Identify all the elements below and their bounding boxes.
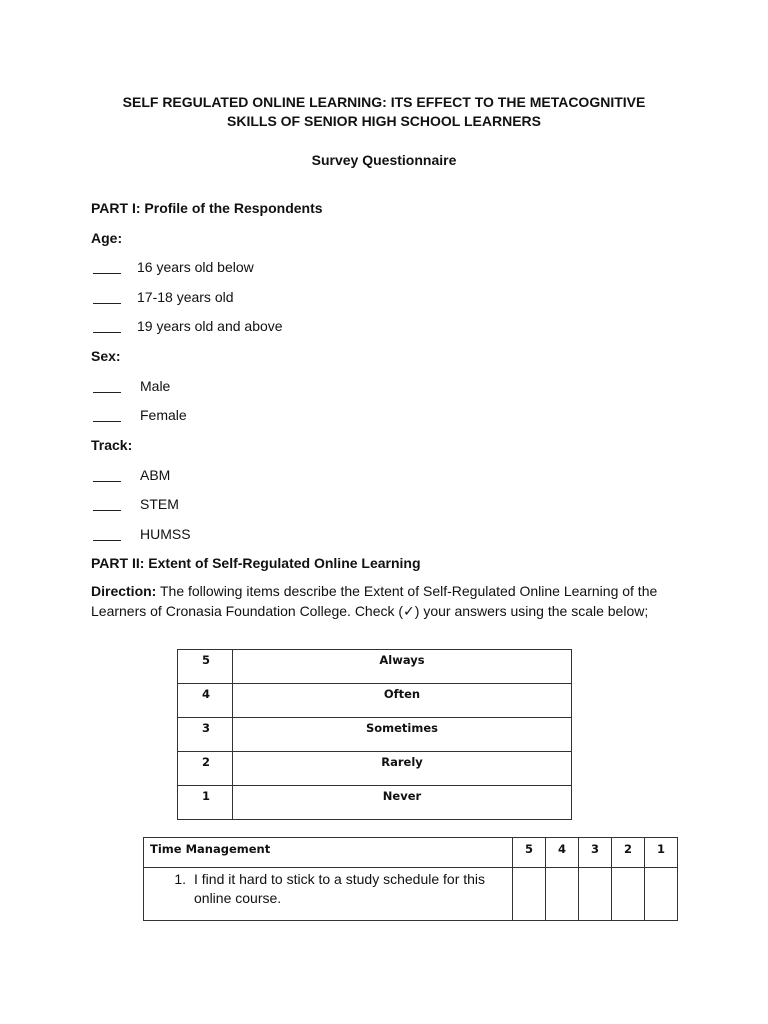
checkbox-blank[interactable]: [93, 332, 121, 333]
scale-row: [178, 650, 572, 684]
answer-cell-2[interactable]: [612, 868, 645, 921]
option-label: 17-18 years old: [137, 289, 234, 305]
checkbox-blank[interactable]: [93, 273, 121, 274]
direction-label: Direction:: [91, 583, 157, 599]
document-subtitle: Survey Questionnaire: [311, 152, 457, 168]
answer-cell-3[interactable]: [579, 868, 612, 921]
age-option-16-below[interactable]: [91, 259, 491, 279]
scale-row: [178, 786, 572, 820]
track-option-abm[interactable]: [91, 467, 491, 487]
scale-word: Sometimes: [233, 718, 572, 752]
rating-scale-table: [177, 649, 572, 820]
option-label: Male: [140, 378, 171, 394]
checkbox-blank[interactable]: [93, 540, 121, 541]
option-label: Female: [140, 407, 187, 423]
document-title-line-1: SELF REGULATED ONLINE LEARNING: ITS EFFECT TO THE METACOGNITIVE: [122, 94, 646, 110]
sex-label: Sex:: [91, 348, 121, 364]
answer-cell-1[interactable]: [645, 868, 678, 921]
scale-word: Often: [233, 684, 572, 718]
scale-row: [178, 752, 572, 786]
age-option-17-18[interactable]: [91, 289, 491, 309]
column-header-1: 1: [645, 838, 678, 868]
checkbox-blank[interactable]: [93, 510, 121, 511]
scale-number: 3: [178, 718, 233, 752]
scale-word: Always: [233, 650, 572, 684]
scale-number: 1: [178, 786, 233, 820]
answer-cell-4[interactable]: [546, 868, 579, 921]
answer-cell-5[interactable]: [513, 868, 546, 921]
table-header-row: [144, 838, 678, 868]
column-header-4: 4: [546, 838, 579, 868]
scale-number: 5: [178, 650, 233, 684]
scale-row: [178, 684, 572, 718]
scale-number: 2: [178, 752, 233, 786]
direction-text: The following items describe the Extent of Self-Regulated Online Learning of the Learners of Cronasia Foundation College. Check (✓) your answers using the scale below;: [91, 583, 658, 619]
part2-heading: PART II: Extent of Self-Regulated Online Learning: [91, 555, 421, 571]
sex-option-male[interactable]: [91, 378, 491, 398]
track-label: Track:: [91, 437, 133, 453]
question-cell: [144, 868, 513, 921]
direction-paragraph: [91, 582, 691, 621]
scale-number: 4: [178, 684, 233, 718]
part1-heading: PART I: Profile of the Respondents: [91, 200, 323, 216]
option-label: STEM: [140, 496, 179, 512]
scale-word: Rarely: [233, 752, 572, 786]
checkbox-blank[interactable]: [93, 421, 121, 422]
column-header-2: 2: [612, 838, 645, 868]
document-title-line-2: SKILLS OF SENIOR HIGH SCHOOL LEARNERS: [227, 113, 541, 129]
column-header-5: 5: [513, 838, 546, 868]
option-label: 16 years old below: [137, 259, 254, 275]
track-option-stem[interactable]: [91, 496, 491, 516]
checkbox-blank[interactable]: [93, 481, 121, 482]
option-label: 19 years old and above: [137, 318, 283, 334]
scale-word: Never: [233, 786, 572, 820]
question-number: 1.: [174, 871, 186, 887]
category-header: Time Management: [144, 838, 513, 868]
track-option-humss[interactable]: [91, 526, 491, 546]
column-header-3: 3: [579, 838, 612, 868]
age-label: Age:: [91, 230, 123, 246]
age-option-19-above[interactable]: [91, 318, 491, 338]
option-label: HUMSS: [140, 526, 191, 542]
sex-option-female[interactable]: [91, 407, 491, 427]
survey-items-table: [143, 837, 678, 921]
checkbox-blank[interactable]: [93, 392, 121, 393]
checkbox-blank[interactable]: [93, 303, 121, 304]
scale-row: [178, 718, 572, 752]
question-text: I find it hard to stick to a study schedule for this online course.: [194, 871, 486, 906]
option-label: ABM: [140, 467, 171, 483]
table-row: [144, 868, 678, 921]
